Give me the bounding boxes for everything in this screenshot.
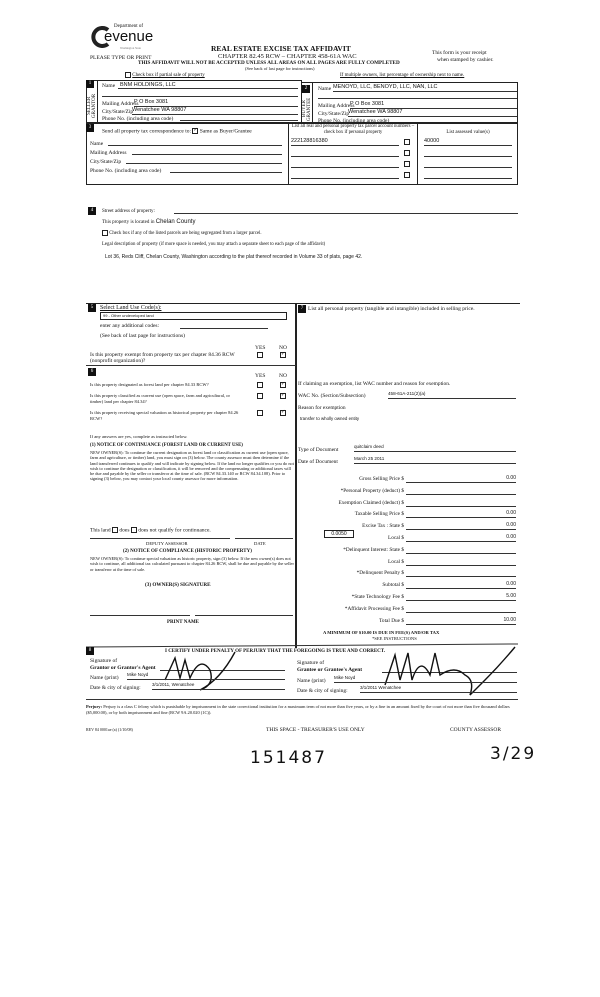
local-rate-field[interactable]: 0.0050: [324, 530, 354, 538]
seller-city-field[interactable]: [132, 107, 298, 115]
does-not-checkbox[interactable]: [131, 527, 137, 533]
seller-phone-label: Phone No. (including area code): [102, 116, 174, 122]
fee-value[interactable]: [406, 558, 516, 566]
grantor-date: 3/1/2011, Wenatchee: [152, 682, 195, 687]
fee-value[interactable]: 10.00: [406, 617, 516, 625]
fee-label: Gross Selling Price $: [359, 476, 404, 482]
logo-state: Washington State: [120, 46, 142, 50]
fee-label: Total Due $: [379, 617, 404, 624]
street-address-label: Street address of property:: [102, 209, 155, 214]
yes-header: YES: [255, 345, 266, 351]
county-assessor-label: COUNTY ASSESSOR: [450, 727, 501, 733]
seller-name-label: Name: [102, 83, 116, 89]
segregated-checkbox[interactable]: [102, 230, 262, 236]
grantor-name-label: Name (print): [90, 675, 119, 681]
sec6-yes-checkbox[interactable]: [257, 382, 263, 388]
parcel-field[interactable]: [291, 149, 399, 157]
exempt-question: Is this property exempt from property tax per chapter 84.36 RCW (nonprofit organization)?: [90, 352, 235, 364]
seller-addr-label: Mailing Address: [102, 101, 139, 107]
corr-city-field[interactable]: [126, 158, 282, 164]
grantee-name: Mike Noyd: [334, 675, 356, 680]
sec6-question: Is this property classified as current use (open space, farm and agricultural, or timber) land per chapter 84.34?: [90, 393, 230, 404]
assessed-field[interactable]: [424, 160, 512, 168]
section-number: 2: [302, 85, 310, 93]
assessed-value: 40000: [424, 138, 440, 144]
buyer-name-line2[interactable]: [318, 94, 517, 99]
grantee-agent-label: Grantee or Grantee's Agent: [297, 667, 363, 673]
county: Chelan County: [155, 219, 196, 225]
fee-value[interactable]: [406, 487, 516, 495]
fee-label: Local $: [387, 535, 404, 541]
multiple-owners-note: If multiple owners, list percentage of ownership next to name.: [340, 73, 465, 78]
grantee-sig-label: Signature of: [297, 660, 325, 666]
reason-label: Reason for exemption: [298, 405, 346, 411]
legal-description[interactable]: Lot 36, Reds Cliff, Chelan County, Washington according to the plat thereof recorded in Volume 33 of plats, page 42.: [105, 254, 363, 260]
fee-value[interactable]: 5.00: [406, 593, 516, 601]
buyer-addr-label: Mailing Address: [318, 103, 355, 109]
buyer-addr: P O Box 3081: [350, 101, 385, 107]
parcel-field[interactable]: [291, 171, 399, 179]
seller-side-label: SELLER GRANTOR: [87, 93, 97, 119]
form-chapter: CHAPTER 82.45 RCW – CHAPTER 458-61A WAC: [218, 53, 357, 60]
parcel-number: 222128816380: [291, 138, 328, 144]
grantee-date-field[interactable]: [360, 685, 517, 693]
fee-value[interactable]: [406, 605, 516, 613]
please-type: PLEASE TYPE OR PRINT: [90, 55, 152, 61]
notice-compliance-text: NEW OWNER(S): To continue special valuation as historic property, sign (3) below. If the new owner(s) does not wish to continue, all additional tax calculated pursuant to chapter 84.26 RCW, shall be due and payable by the seller or transferor at the time of sale.: [90, 556, 294, 572]
assessed-header: List assessed value(s): [446, 130, 490, 135]
revision-code: REV 84 0001ae (a) (1/10/08): [86, 727, 133, 732]
fee-label: Subtotal $: [382, 582, 404, 589]
receipt-2: when stamped by cashier.: [437, 57, 494, 63]
owner-signature-label: (3) OWNER(S) SIGNATURE: [145, 582, 211, 588]
print-name-label: PRINT NAME: [167, 620, 199, 625]
assessed-field[interactable]: [424, 138, 512, 146]
grantor-name-field[interactable]: [127, 672, 285, 680]
fee-label: *Affidavit Processing Fee $: [344, 605, 404, 612]
seller-city-label: City/State/Zip: [102, 109, 134, 115]
personal-property-checkbox[interactable]: [404, 139, 410, 145]
sec6-question: Is this property receiving special valuation as historical property per chapter 84.26 RCW?: [90, 410, 239, 421]
sec6-no-checkbox[interactable]: ✓: [281, 382, 286, 387]
perjury-notice: Perjury: Perjury is a class C felony which is punishable by imprisonment in the state correctional institution for a maximum term of not more than five years, or by a fine in an amount fixed by the court of not more than five thousand dollars ($5,000.00), or by both imprisonment and fine (RCW 9A.20.020 (1C)).: [86, 704, 510, 715]
grantor-date-field[interactable]: [152, 682, 285, 690]
send-correspondence-label: Send all property tax correspondence to: ✓ Same as Buyer/Grantee: [102, 128, 252, 135]
corr-name-field[interactable]: [108, 140, 282, 146]
section-number: 3: [86, 124, 94, 132]
personal-property-checkbox[interactable]: [404, 150, 410, 156]
grantor-sig-label: Signature of: [90, 658, 118, 664]
land-use-see-back: (See back of last page for instructions): [100, 333, 185, 339]
fee-value[interactable]: [406, 546, 516, 554]
grantor-name: Mike Noyd: [127, 672, 149, 677]
fee-value[interactable]: 0.00: [406, 510, 516, 518]
buyer-name: MENOYD, LLC, BENOYD, LLC, NAN, LLC: [333, 84, 438, 90]
wac-label: WAC No. (Section/Subsection): [298, 393, 366, 399]
doc-date-label: Date of Document: [298, 459, 338, 465]
date-line[interactable]: [235, 538, 293, 539]
buyer-phone-label: Phone No. (including area code): [318, 118, 390, 124]
treasurer-use-label: THIS SPACE - TREASURER'S USE ONLY: [266, 727, 365, 733]
section-number: 5: [88, 304, 96, 312]
buyer-city-field[interactable]: [348, 109, 517, 117]
grantee-name-field[interactable]: [334, 675, 517, 683]
section-number: 8: [86, 647, 94, 655]
date-label: DATE: [254, 541, 266, 546]
personal-property-label: List all personal property (tangible and intangible) included in selling price.: [308, 306, 475, 312]
logo-name: evenue: [104, 28, 154, 45]
continuance-row: This land does does not qualify for continuance.: [90, 527, 211, 534]
assessed-field[interactable]: [424, 171, 512, 179]
buyer-addr-field[interactable]: [350, 101, 517, 109]
additional-codes-field[interactable]: [180, 322, 268, 329]
sec6-yes-checkbox[interactable]: [257, 393, 263, 399]
see-instructions: *SEE INSTRUCTIONS: [372, 636, 417, 641]
corr-name-label: Name: [90, 141, 104, 147]
form-warning: THIS AFFIDAVIT WILL NOT BE ACCEPTED UNLESS ALL AREAS ON ALL PAGES ARE FULLY COMPLETED: [138, 60, 400, 66]
fee-label: *Delinquent Penalty $: [356, 570, 404, 577]
buyer-side-label: BUYER GRANTEE: [302, 97, 312, 121]
street-address-field[interactable]: [174, 208, 518, 214]
corr-addr-label: Mailing Address: [90, 150, 127, 156]
grantee-date: 3/1/2011 Wenatchee: [360, 685, 402, 690]
seller-name-field[interactable]: [118, 82, 298, 89]
fee-value[interactable]: 0.00: [406, 522, 516, 530]
receipt-1: This form is your receipt: [432, 50, 487, 56]
seller-addr: P O Box 3081: [134, 99, 169, 105]
exempt-no-checkbox[interactable]: ✓: [281, 352, 286, 357]
buyer-city-label: City/State/Zip: [318, 111, 350, 117]
owner-signature-line-2[interactable]: [195, 615, 293, 616]
fee-label: Local $: [387, 558, 404, 565]
sec6-yes-checkbox[interactable]: [257, 410, 263, 416]
corr-addr-field[interactable]: [132, 149, 282, 155]
notice-continuance-text: NEW OWNER(S): To continue the current designation as forest land or classification as current use (open space, farm and agriculture, or timber) land, you must sign on (3) below. The county assessor must then determine if the land transferred continues to qualify and will indicate by signing below. If the land no longer qualifies or you do not wish to continue the designation or classification, it will be removed and the compensating or additional taxes will be due and payable by the seller or transferor at the time of sale. (RCW 84.33.140 or RCW 84.34.108). Prior to signing (3) below, you may contact your local county assessor for more information.: [90, 450, 294, 482]
reason-value[interactable]: transfer to wholly owned entity: [300, 416, 360, 421]
dor-logo: [90, 24, 160, 54]
corr-city-label: City/State/Zip: [90, 159, 122, 165]
seller-addr-field[interactable]: [134, 99, 298, 107]
sec6-question: Is this property designated as forest land per chapter 84.33 RCW?: [90, 382, 209, 387]
parcel-field[interactable]: [291, 138, 399, 146]
parcel-field[interactable]: [291, 160, 399, 168]
form-title: REAL ESTATE EXCISE TAX AFFIDAVIT: [211, 44, 351, 53]
corr-phone-label: Phone No. (including area code): [90, 168, 162, 174]
minimum-due-note: A MINIMUM OF $10.00 IS DUE IN FEE(S) AND/OR TAX: [323, 630, 440, 635]
handwritten-number: 151487: [250, 748, 327, 768]
logo-dept: Department of: [114, 24, 144, 29]
legal-description-label: Legal description of property (if more space is needed, you may attach a separate sheet to each page of the affidavit): [102, 242, 326, 247]
same-as-buyer-checkbox[interactable]: ✓: [193, 128, 198, 133]
see-back: (See back of last page for instructions): [245, 66, 315, 71]
grantee-name-label: Name (print): [297, 678, 326, 684]
does-checkbox[interactable]: [112, 527, 118, 533]
no-header: NO: [279, 345, 287, 351]
fee-label: *Delinquent Interest: State $: [343, 546, 404, 553]
seller-name-line2[interactable]: [102, 92, 298, 97]
no-header: NO: [279, 373, 287, 379]
assessed-field[interactable]: [424, 149, 512, 157]
fee-value[interactable]: 0.00: [406, 534, 516, 542]
fee-value[interactable]: 0.00: [406, 475, 516, 483]
wac-field[interactable]: [388, 391, 516, 399]
corr-phone-field[interactable]: [170, 167, 282, 173]
fee-value[interactable]: [406, 569, 516, 577]
fee-label: Exemption Claimed (deduct) $: [338, 499, 404, 506]
parcel-header: List all real and personal property tax parcel account numbers – check box if personal property: [291, 124, 415, 135]
grantor-date-label: Date & city of signing:: [90, 685, 141, 691]
fee-value[interactable]: [406, 499, 516, 507]
section-number: 6: [88, 368, 96, 376]
buyer-city: Wenatchee WA 98807: [348, 109, 403, 115]
doc-type-field[interactable]: [354, 444, 516, 452]
fee-value[interactable]: 0.00: [406, 581, 516, 589]
section-number: 4: [88, 207, 96, 215]
sec6-no-checkbox[interactable]: ✓: [281, 393, 286, 398]
grantee-date-label: Date & city of signing:: [297, 688, 348, 694]
section-number: 7: [298, 305, 306, 313]
owner-signature-line[interactable]: [90, 615, 190, 616]
land-use-code-select[interactable]: 99 - Other undeveloped land: [100, 312, 287, 320]
if-yes-note: If any answers are yes, complete as instructed below.: [90, 434, 188, 439]
seller-city: Wenatchee WA 98807: [132, 107, 187, 113]
doc-date-field[interactable]: [354, 456, 516, 464]
doc-date-value: March 25 2011: [354, 456, 385, 461]
deputy-assessor-line[interactable]: [90, 538, 230, 539]
fee-label: *Personal Property (deduct) $: [340, 487, 404, 494]
land-use-label: Select Land Use Code(s):: [100, 305, 162, 311]
doc-type-label: Type of Document: [298, 447, 339, 453]
buyer-name-label: Name: [318, 86, 332, 92]
segregated-label: Check box if any of the listed parcels are being segregated from a larger parcel.: [109, 231, 262, 237]
deputy-assessor-label: DEPUTY ASSESSOR: [146, 541, 188, 546]
partial-sale-checkbox[interactable]: [125, 72, 205, 78]
grantor-agent-label: Grantor or Grantor's Agent: [90, 665, 156, 671]
sec6-no-checkbox[interactable]: ✓: [281, 410, 286, 415]
exemption-label: If claiming an exemption, list WAC number and reason for exemption.: [298, 381, 451, 387]
personal-property-checkbox[interactable]: [404, 172, 410, 178]
seller-name: BNM HOLDINGS, LLC: [120, 82, 176, 88]
certify-statement: I CERTIFY UNDER PENALTY OF PERJURY THAT THE FOREGOING IS TRUE AND CORRECT.: [165, 649, 386, 654]
additional-codes-label: enter any additional codes:: [100, 323, 160, 329]
notice-continuance-title: (1) NOTICE OF CONTINUANCE (FOREST LAND OR CURRENT USE): [90, 443, 243, 448]
notice-compliance-title: (2) NOTICE OF COMPLIANCE (HISTORIC PROPERTY): [123, 549, 252, 554]
personal-property-checkbox[interactable]: [404, 161, 410, 167]
partial-sale-label: Check box if partial sale of property: [132, 73, 205, 79]
fee-label: Taxable Selling Price $: [354, 511, 404, 518]
seller-phone-field[interactable]: [180, 115, 298, 121]
buyer-name-field[interactable]: [333, 84, 517, 92]
doc-type-value: quitclaim deed: [354, 444, 384, 449]
fee-label: *State Technology Fee $: [351, 594, 404, 600]
same-as-buyer-label: Same as Buyer/Grantee: [199, 128, 252, 135]
located-in: This property is located in Chelan County: [102, 219, 196, 225]
wac-value: 458-61A-211(2)(a): [388, 391, 426, 396]
yes-header: YES: [255, 373, 266, 379]
handwritten-date: 3/29: [490, 744, 537, 764]
section-number: 1: [86, 80, 94, 88]
fee-label: Excise Tax : State $: [362, 523, 404, 530]
exempt-yes-checkbox[interactable]: [257, 352, 263, 358]
